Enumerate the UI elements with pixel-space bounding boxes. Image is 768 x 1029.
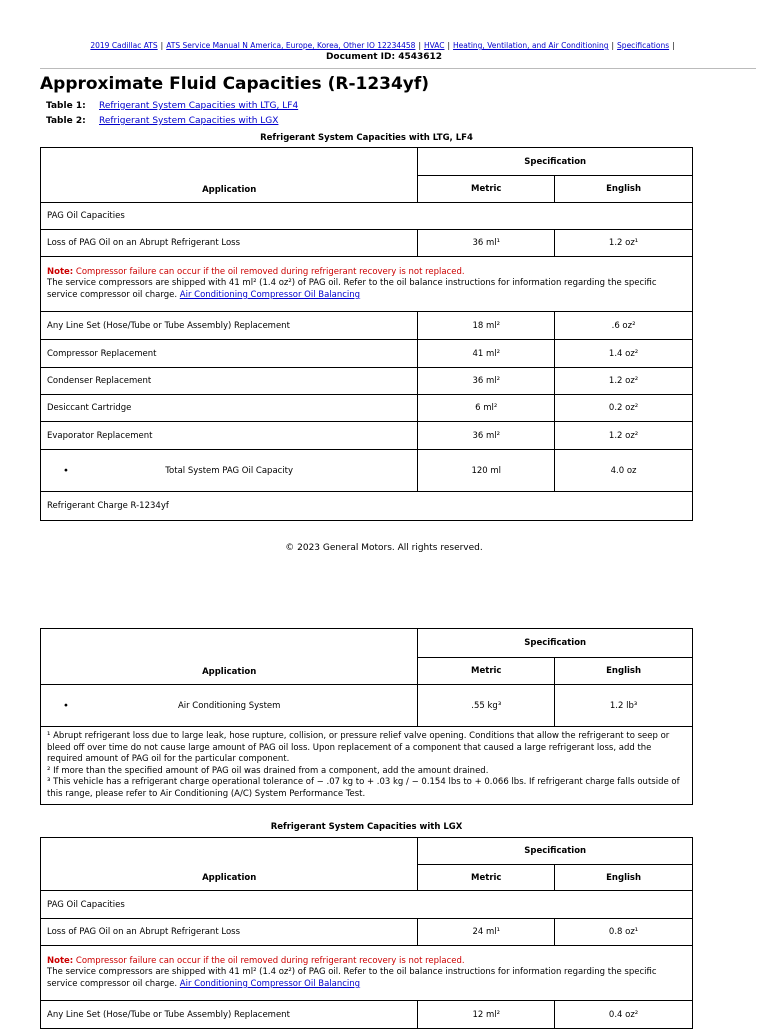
divider <box>40 68 756 69</box>
note-warning: Compressor failure can occur if the oil removed during refrigerant recovery is not replaced. <box>75 955 465 966</box>
header-specification: Specification <box>418 838 693 865</box>
table-2-caption: Refrigerant System Capacities with LGX <box>270 822 463 832</box>
toc-label: Table 1: <box>46 101 86 111</box>
header-metric: Metric <box>418 865 555 891</box>
table-1 <box>40 147 693 521</box>
note-label: Note: <box>47 955 74 966</box>
table-row <box>41 340 693 368</box>
breadcrumb-link-hvac[interactable]: HVAC <box>423 41 445 50</box>
document-id: Document ID: 4543612 <box>325 52 443 62</box>
row-english: 0.2 oz² <box>555 395 693 422</box>
ac-application-cell <box>41 685 418 727</box>
toc-item-2 <box>46 116 278 126</box>
header-specification: Specification <box>418 148 693 176</box>
table-row <box>41 1001 693 1029</box>
row-metric: 120 ml <box>418 450 555 492</box>
row-application: Loss of PAG Oil on an Abrupt Refrigerant Loss <box>41 230 418 257</box>
header-english: English <box>555 658 693 685</box>
row-english: 1.4 oz² <box>555 340 693 368</box>
note-warning: Compressor failure can occur if the oil removed during refrigerant recovery is not replaced. <box>75 266 465 277</box>
copyright: © 2023 General Motors. All rights reserved. <box>285 543 483 553</box>
row-english: 0.4 oz² <box>555 1001 693 1029</box>
footnote-1: ¹ Abrupt refrigerant loss due to large leak, hose rupture, collision, or pressure relief valve opening. Conditions that allow the refrigerant to seep or bleed off over time do not cause large amount of PAG oil loss. Upon replacement of a component that caused a large refrigerant loss, add the required amount of PAG oil for the particular component. <box>47 731 670 764</box>
bullet: • <box>63 700 69 711</box>
row-metric: 36 ml¹ <box>418 230 555 257</box>
breadcrumb: 2019 Cadillac ATS | ATS Service Manual N America, Europe, Korea, Other IO 12234458 | HVAC | Heating, Ventilation, and Air Conditioning | Specifications | <box>90 41 675 50</box>
toc-link-table-2[interactable]: Refrigerant System Capacities with LGX <box>99 116 279 126</box>
table-row <box>41 368 693 395</box>
table-row <box>41 230 693 257</box>
breadcrumb-link-heating[interactable]: Heating, Ventilation, and Air Conditioning <box>453 41 609 50</box>
row-metric: 18 ml² <box>418 312 555 340</box>
row-metric: 6 ml² <box>418 395 555 422</box>
row-metric: .55 kg³ <box>418 685 555 727</box>
row-metric: 36 ml² <box>418 368 555 395</box>
breadcrumb-link-vehicle[interactable]: 2019 Cadillac ATS <box>90 41 158 50</box>
row-english: 4.0 oz <box>555 450 693 492</box>
footnote-3: ³ This vehicle has a refrigerant charge operational tolerance of − .07 kg to + .03 kg / − 0.154 lbs to + 0.066 lbs. If refrigerant charge falls outside of this range, please refer to Air Conditioning (A/C) System Performance Test. <box>47 777 680 799</box>
pag-oil-heading: PAG Oil Capacities <box>41 203 693 230</box>
table-row-total <box>41 450 693 492</box>
header-application: Application <box>41 148 418 203</box>
row-english: 0.8 oz¹ <box>555 919 693 946</box>
toc-item-1 <box>46 101 298 111</box>
row-metric: 36 ml² <box>418 422 555 450</box>
header-application: Application <box>41 838 418 891</box>
row-application: Condenser Replacement <box>41 368 418 395</box>
row-application: Loss of PAG Oil on an Abrupt Refrigerant Loss <box>41 919 418 946</box>
row-application: Compressor Replacement <box>41 340 418 368</box>
table-2 <box>40 837 693 1029</box>
header-metric: Metric <box>418 176 555 203</box>
row-application: Any Line Set (Hose/Tube or Tube Assembly) Replacement <box>41 312 418 340</box>
table-row-ac-system <box>41 685 693 727</box>
row-application: Any Line Set (Hose/Tube or Tube Assembly) Replacement <box>41 1001 418 1029</box>
header-english: English <box>555 176 693 203</box>
row-application: Total System PAG Oil Capacity <box>165 465 294 476</box>
footnote-2: ² If more than the specified amount of PAG oil was drained from a component, add the amount drained. <box>47 765 489 776</box>
oil-balancing-link[interactable]: Air Conditioning Compressor Oil Balancing <box>179 978 361 989</box>
header-specification: Specification <box>418 629 693 658</box>
row-english: 1.2 oz² <box>555 422 693 450</box>
table-row <box>41 919 693 946</box>
note-body: The service compressors are shipped with 41 ml² (1.4 oz²) of PAG oil. Refer to the oil balance instructions for information regarding the specific service compressor oil charge. <box>47 278 657 300</box>
toc-link-table-1[interactable]: Refrigerant System Capacities with LTG, LF4 <box>99 101 299 111</box>
pag-oil-heading: PAG Oil Capacities <box>41 891 693 919</box>
table-row <box>41 422 693 450</box>
note-body: The service compressors are shipped with 41 ml² (1.4 oz²) of PAG oil. Refer to the oil balance instructions for information regarding the specific service compressor oil charge. <box>47 967 657 989</box>
header-english: English <box>555 865 693 891</box>
toc-label: Table 2: <box>46 116 86 126</box>
breadcrumb-link-manual[interactable]: ATS Service Manual N America, Europe, Korea, Other IO 12234458 <box>166 41 416 50</box>
row-metric: 12 ml² <box>418 1001 555 1029</box>
table-row <box>41 312 693 340</box>
total-application-cell <box>41 450 418 492</box>
breadcrumb-link-specifications[interactable]: Specifications <box>617 41 670 50</box>
page-title: Approximate Fluid Capacities (R-1234yf) <box>40 74 430 94</box>
row-english: 1.2 oz² <box>555 368 693 395</box>
footnotes <box>41 727 693 805</box>
row-english: .6 oz² <box>555 312 693 340</box>
row-english: 1.2 oz¹ <box>555 230 693 257</box>
bullet: • <box>63 465 69 476</box>
row-metric: 41 ml² <box>418 340 555 368</box>
row-application: Air Conditioning System <box>177 700 281 711</box>
header-application: Application <box>41 629 418 685</box>
header-metric: Metric <box>418 658 555 685</box>
row-metric: 24 ml¹ <box>418 919 555 946</box>
table-1-caption: Refrigerant System Capacities with LTG, LF4 <box>260 133 473 143</box>
note-label: Note: <box>47 266 74 277</box>
table-row <box>41 395 693 422</box>
note-block <box>41 257 693 312</box>
note-block <box>41 946 693 1001</box>
row-application: Evaporator Replacement <box>41 422 418 450</box>
row-english: 1.2 lb³ <box>555 685 693 727</box>
oil-balancing-link[interactable]: Air Conditioning Compressor Oil Balancing <box>179 289 361 300</box>
row-application: Desiccant Cartridge <box>41 395 418 422</box>
table-1-continued <box>40 628 693 805</box>
refrigerant-charge-heading: Refrigerant Charge R-1234yf <box>41 492 693 521</box>
